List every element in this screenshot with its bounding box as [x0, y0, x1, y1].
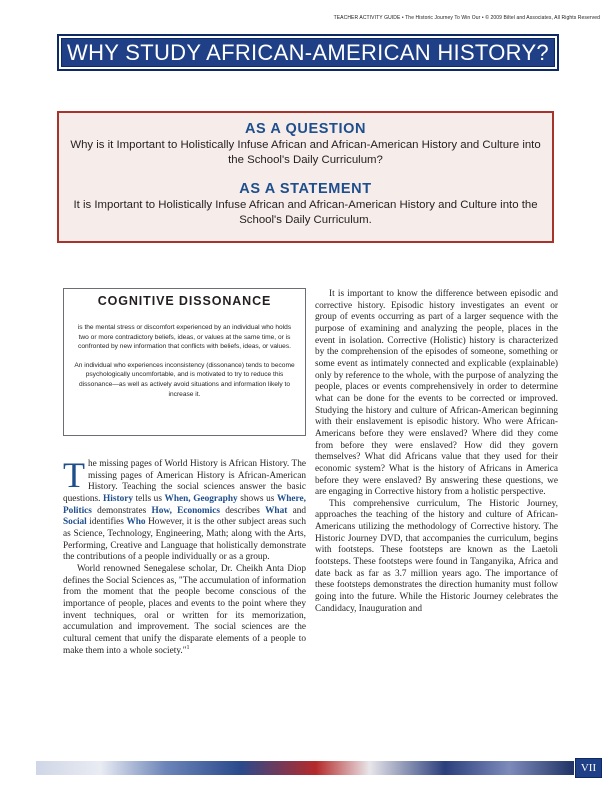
keyword-what: What [265, 505, 288, 516]
keyword-who: Who [126, 517, 146, 528]
text-span: and [292, 505, 307, 516]
footnote-marker: 1 [186, 644, 190, 651]
right-column [315, 289, 558, 615]
question-heading: AS A QUESTION [244, 121, 367, 137]
drop-cap: T [63, 455, 85, 495]
page-number: VII [575, 758, 602, 778]
keyword-history: History [103, 493, 133, 504]
right-paragraph-2: This comprehensive curriculum, The Historic Journey, approaches the teaching of the history and culture of African-Americans utilizing the methodology of Corrective history. The Historic Journey DVD, that accompanies the curriculum, begins with footsteps. These footsteps are known as the Laetoli footsteps. These footsteps were found in Tanganyika, Africa and date back as far as 3.7 million years ago. The importance of these footsteps demonstrates the direction humanity must follow going into the future. While the Historic Journey celebrates the Candidacy, Inauguration and [315, 498, 558, 614]
left-paragraph-1 [63, 455, 307, 564]
keyword-how: How, [151, 505, 172, 516]
text-span: shows us [240, 493, 275, 504]
question-statement-box [57, 111, 554, 243]
page-title-banner [57, 34, 559, 71]
text-span: However, it is the other subject areas such as Science, Technology, Engineering, Math; along with the Arts, Performing, Creative and Language that holistically demonstrate the contributions of a people individually or as a group. [63, 517, 307, 563]
keyword-when: When, [164, 493, 191, 504]
running-head: TEACHER ACTIVITY GUIDE • The Historic Journey To Win Our • © 2009 Biltel and Associates, All Rights Reserved [333, 15, 600, 21]
statement-heading: AS A STATEMENT [239, 181, 372, 197]
statement-text: It is Important to Holistically Infuse African and African-American History and Culture into the School's Daily Curriculum. [73, 199, 538, 226]
keyword-geography: Geography [193, 493, 238, 504]
text-span: tells us [135, 493, 162, 504]
page-title: WHY STUDY AFRICAN-AMERICAN HISTORY? [67, 39, 549, 65]
flag-footer-band [36, 761, 574, 775]
text-span: describes [225, 505, 260, 516]
cognitive-dissonance-definition: is the mental stress or discomfort experienced by an individual who holds two or more contradictory beliefs, ideas, or values at the same time, or is confronted by new information that conflicts with beliefs, ideas, or values. [77, 324, 292, 351]
right-paragraph-1: It is important to know the difference between episodic and corrective history. Episodic history investigates an event or group of events occurring as part of a larger sequence with the purpose of examining and analyzing the people, places in the event in isolation. Corrective (Holistic) history is characterized by the comprehension of the episodes of someone, something or some event as intimately connected and explicable (explainable) only by reference to the whole, with the purpose of analyzing the people, places or events comprehensively in order to determine what can be done for the events to be corrected or improved. Studying the history and culture of African-American beginning with their enslavement is episodic history. Who were African-Americans before they were enslaved? Where did they come from before they were enslaved? How did they govern themselves? What did Africans value that they used for their economic system? What is the history of Africans in America before they were enslaved? By answering these questions, we are engaging in Corrective history from a holistic perspective. [315, 289, 558, 498]
cognitive-dissonance-explanation: An individual who experiences inconsistency (dissonance) tends to become psychologically uncomfortable, and is motivated to try to reduce this dissonance—as well as actively avoid situations and information likely to increase it. [74, 361, 295, 398]
text-span: World renowned Senegalese scholar, Dr. Cheikh Anta Diop defines the Social Sciences as, "The accumulation of information from the moment that the people become conscious of the importance of people, places and events to the point where they invent techniques, oral or written for its memorization, accumulation and improvement. The social sciences are the cultural cement that unify the disparate elements of a people to make them into a whole society." [63, 563, 306, 656]
text-span: he missing pages of World History is African History. The missing pages of American History is African-American History. Teaching the social sciences answer the basic questions. [63, 459, 306, 504]
text-span: demonstrates [97, 505, 147, 516]
question-text: Why is it Important to Holistically Infuse African and African-American History and Culture into the School's Daily Curriculum? [70, 139, 541, 166]
left-column [63, 455, 307, 657]
text-span: identifies [89, 517, 124, 528]
cognitive-dissonance-heading: COGNITIVE DISSONANCE [97, 294, 272, 308]
keyword-politics: Politics [63, 505, 92, 516]
left-paragraph-2 [63, 564, 306, 657]
keyword-economics: Economics [177, 505, 221, 516]
keyword-social: Social [63, 517, 87, 528]
cognitive-dissonance-box [63, 288, 306, 436]
keyword-where: Where, [276, 493, 306, 504]
